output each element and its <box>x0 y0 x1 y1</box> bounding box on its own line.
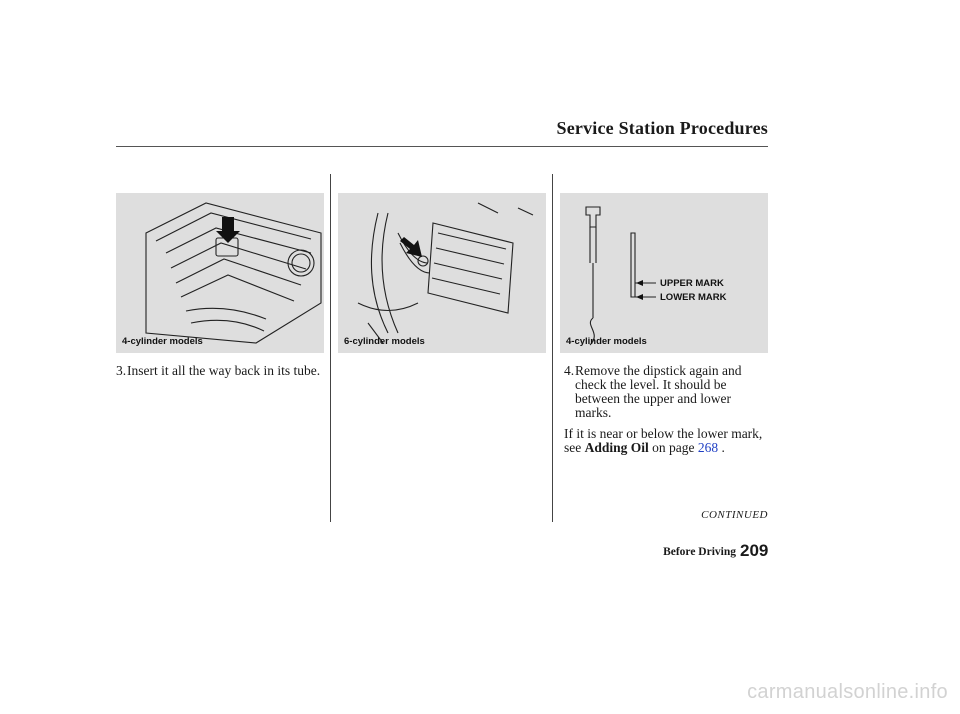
header-rule <box>116 146 768 147</box>
column-divider-left <box>330 174 331 522</box>
step-number: 3. <box>116 363 127 378</box>
footer-section-name: Before Driving <box>663 546 736 558</box>
step-text-line: Remove the dipstick again and <box>575 363 742 378</box>
page-268-link[interactable]: 268 <box>697 440 719 455</box>
step-text: Insert it all the way back in its tube. <box>127 363 321 378</box>
step-text-line: between the upper and lower <box>575 391 731 406</box>
watermark: carmanualsonline.info <box>747 681 948 703</box>
continued-label: CONTINUED <box>701 509 768 521</box>
engine-cover-illustration <box>116 193 324 353</box>
adding-oil-ref: Adding Oil <box>584 440 649 455</box>
note-paragraph <box>564 427 770 455</box>
figure-6cyl-engine <box>338 193 546 353</box>
page-number: 209 <box>740 541 769 560</box>
step-text-line: check the level. It should be <box>575 377 727 392</box>
dipstick-illustration <box>560 193 768 353</box>
step-4 <box>564 364 770 420</box>
figure-dipstick <box>560 193 768 353</box>
step-number: 4. <box>564 363 575 378</box>
figure-caption: 4-cylinder models <box>122 336 203 347</box>
lower-mark-label: LOWER MARK <box>660 292 727 303</box>
step-text-line: marks. <box>575 405 612 420</box>
note-line-2: see Adding Oil on page 268 . <box>564 440 725 455</box>
page-title: Service Station Procedures <box>556 118 768 138</box>
figure-4cyl-engine <box>116 193 324 353</box>
figure-caption: 4-cylinder models <box>566 336 647 347</box>
upper-mark-label: UPPER MARK <box>660 278 724 289</box>
figure-caption: 6-cylinder models <box>344 336 425 347</box>
engine-hoses-illustration <box>338 193 546 353</box>
column-divider-right <box>552 174 553 522</box>
note-line: If it is near or below the lower mark, <box>564 426 763 441</box>
step-3 <box>116 364 330 378</box>
